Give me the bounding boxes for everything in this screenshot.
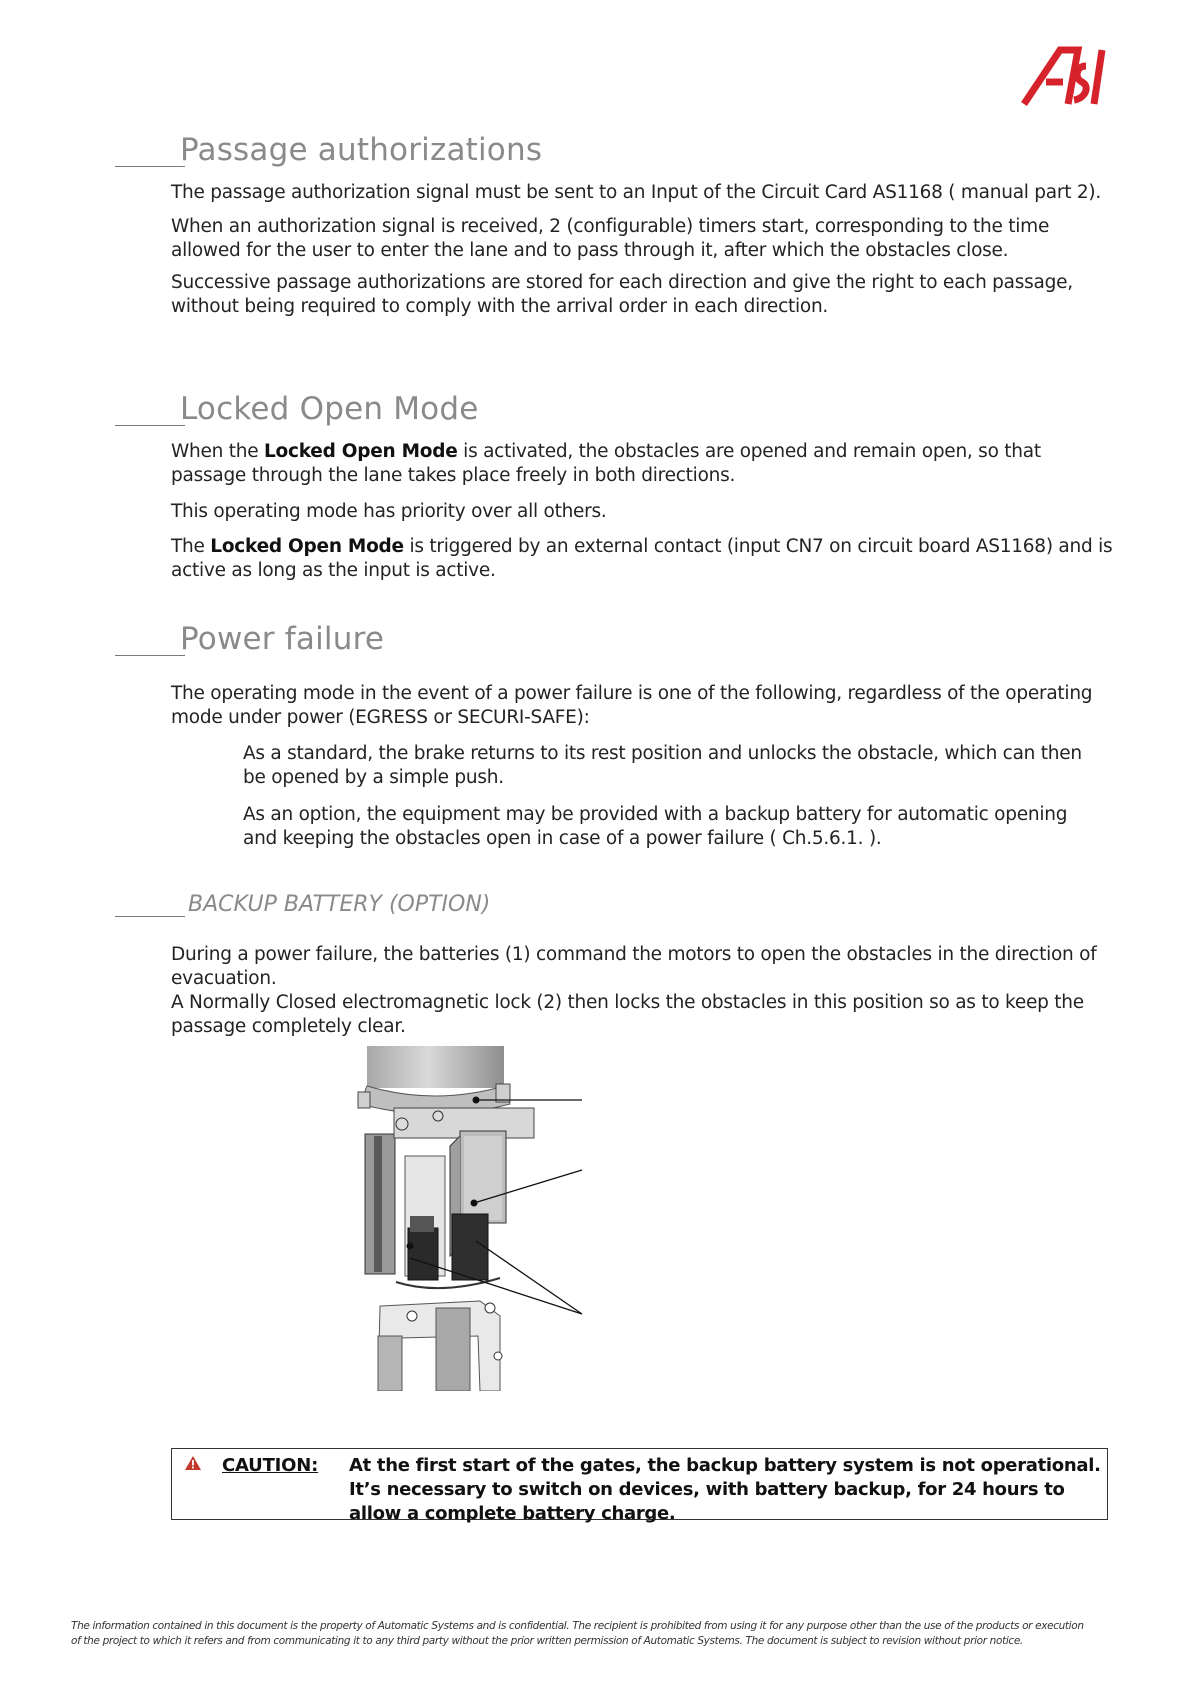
text-run: The (171, 536, 211, 557)
bullet-paragraph: As a standard, the brake returns to its rest position and unlocks the obstacle, which can then be opened by a simple push. (243, 743, 1082, 788)
text-run: When the (171, 441, 264, 462)
paragraph: Successive passage authorizations are stored for each direction and give the right to each passage, without being required to comply with the arrival order in each direction. (171, 272, 1073, 317)
as-logo-icon (1016, 44, 1112, 110)
warning-triangle-icon (184, 1455, 202, 1471)
paragraph: A Normally Closed electromagnetic lock (2) then locks the obstacles in this position so as to keep the passage completely clear. (171, 992, 1084, 1037)
paragraph (171, 535, 1116, 583)
caution-box (171, 1448, 1108, 1524)
paragraph: During a power failure, the batteries (1) command the motors to open the obstacles in the direction of evacuation. (171, 944, 1097, 989)
section-rule (115, 916, 185, 917)
section-heading-power-failure: Power failure (180, 621, 385, 657)
section-rule (115, 655, 185, 656)
caution-label: CAUTION: (222, 1455, 319, 1476)
bold-term: Locked Open Mode (210, 536, 404, 557)
paragraph: When an authorization signal is received, 2 (configurable) timers start, corresponding to the time allowed for the user to enter the lane and to pass through it, after which the obstacles close. (171, 216, 1050, 261)
caution-message: At the first start of the gates, the backup battery system is not operational. It’s necessary to switch on devices, with battery backup, for 24 hours to allow a complete battery charge. (349, 1455, 1101, 1524)
paragraph (171, 440, 1116, 488)
backup-battery-mechanism-illustration (350, 1046, 590, 1391)
paragraph: This operating mode has priority over all others. (171, 501, 607, 522)
text-run: is activated, the obstacles are opened and remain open, so that passage through the lane takes place freely in both directions. (171, 441, 1041, 486)
text-run: is triggered by an external contact (input CN7 on circuit board AS1168) and is active as long as the input is active. (171, 536, 1113, 581)
footer-line: The information contained in this document is the property of Automatic Systems and is confidential. The recipient is prohibited from using it for any purpose other than the use of the products or execution (71, 1620, 1084, 1632)
paragraph: The operating mode in the event of a power failure is one of the following, regardless of the operating mode under power (EGRESS or SECURI-SAFE): (171, 683, 1093, 728)
section-heading-passage: Passage authorizations (180, 132, 543, 168)
confidentiality-footer (71, 1619, 1131, 1649)
bold-term: Locked Open Mode (264, 441, 458, 462)
subsection-heading-backup-battery: BACKUP BATTERY (OPTION) (188, 892, 491, 917)
footer-line: of the project to which it refers and from communicating it to any third party without the prior written permission of Automatic Systems. The document is subject to revision without prior notice. (71, 1635, 1023, 1647)
paragraph: The passage authorization signal must be sent to an Input of the Circuit Card AS1168 ( manual part 2). (171, 182, 1101, 203)
section-rule (115, 425, 185, 426)
section-heading-locked-open: Locked Open Mode (180, 391, 479, 427)
section-rule (115, 166, 185, 167)
bullet-paragraph: As an option, the equipment may be provided with a backup battery for automatic opening and keeping the obstacles open in case of a power failure ( Ch.5.6.1. ). (243, 804, 1068, 849)
